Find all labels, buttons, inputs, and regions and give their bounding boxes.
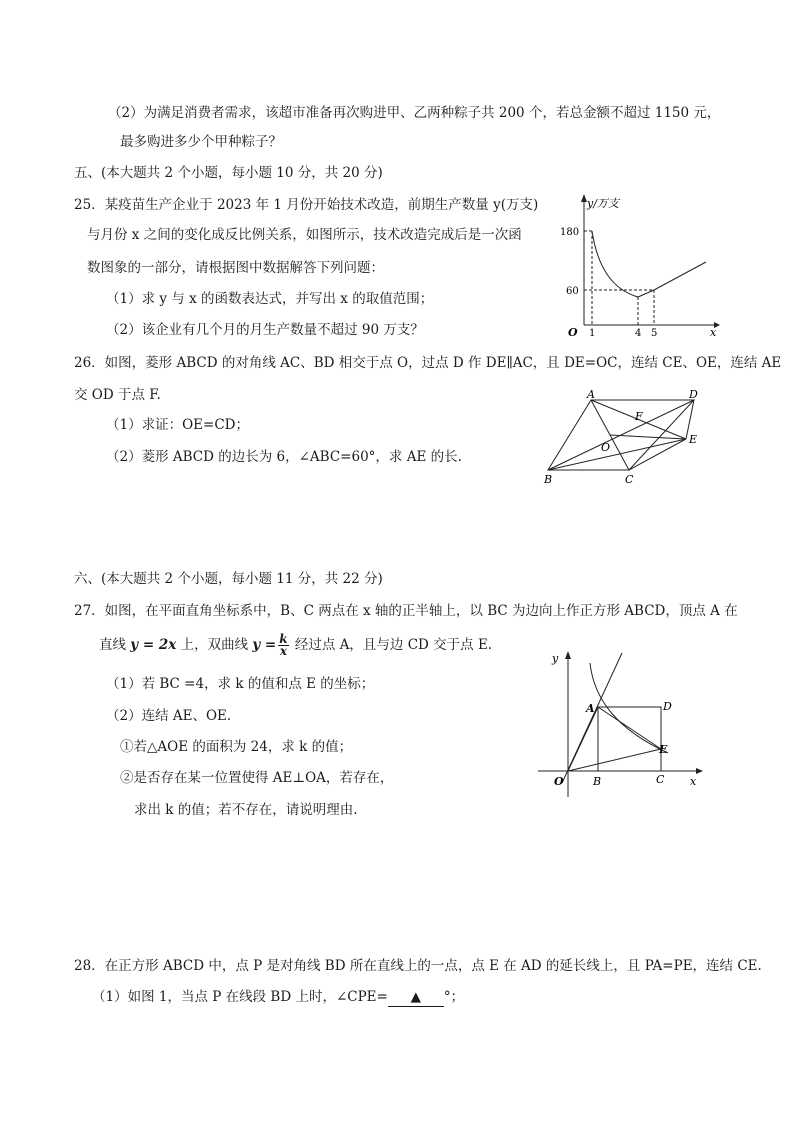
q28-sub1-post: °； — [443, 989, 465, 1005]
q27-sub2b-line2: 求出 k 的值；若不存在，请说明理由. — [134, 802, 358, 818]
q27-line2-post: 经过点 A，且与边 CD 交于点 E. — [294, 637, 493, 653]
fraction-numerator: k — [279, 632, 288, 646]
linear-segment-1 — [638, 290, 654, 297]
label-d: D — [663, 700, 672, 713]
label-c: C — [625, 473, 634, 486]
q24-part2-line2: 最多购进多少个甲种粽子？ — [120, 134, 282, 150]
q26-line1: 26．如图，菱形 ABCD 的对角线 AC、BD 相交于点 O，过点 D 作 DE∥AC，且 DE=OC，连结 CE、OE，连结 AE — [74, 355, 782, 371]
segment-ce — [629, 439, 686, 470]
q26-sub2: （2）菱形 ABCD 的边长为 6，∠ABC=60°，求 AE 的长. — [106, 449, 462, 465]
q26-line2: 交 OD 于点 F. — [74, 387, 161, 403]
q27-line2 — [99, 633, 492, 657]
segment-oe — [610, 435, 686, 439]
label-f: F — [635, 410, 643, 423]
label-c: C — [656, 773, 665, 786]
linear-segment-2 — [654, 262, 706, 290]
x-tick-4: 4 — [635, 328, 642, 339]
q27-sub2a: ①若△AOE 的面积为 24，求 k 的值； — [120, 739, 353, 755]
segment-be — [548, 439, 686, 470]
q25-line1: 25．某疫苗生产企业于 2023 年 1 月份开始技术改造，前期生产数量 y(万支) — [74, 197, 539, 213]
y-tick-180: 180 — [560, 227, 580, 238]
label-o: O — [554, 775, 564, 788]
label-e: E — [659, 743, 668, 756]
q28-sub1-pre: （1）如图 1，当点 P 在线段 BD 上时，∠CPE= — [92, 989, 388, 1005]
segment-oe — [568, 749, 661, 771]
y-axis-label: y/万支 — [587, 197, 619, 210]
label-b: B — [593, 775, 602, 788]
origin-label: O — [568, 326, 578, 339]
line-equation: y = 2x — [130, 637, 177, 653]
label-a: A — [587, 388, 595, 401]
q27-sub2b-line1: ②是否存在某一位置使得 AE⊥OA，若存在， — [120, 770, 394, 786]
q28-line1: 28．在正方形 ABCD 中，点 P 是对角线 BD 所在直线上的一点，点 E 在 AD 的延长线上，且 PA=PE，连结 CE. — [74, 958, 762, 974]
label-a: A — [586, 702, 595, 715]
q25-line3: 数图象的一部分，请根据图中数据解答下列问题： — [87, 260, 384, 276]
q27-figure — [538, 645, 708, 800]
hyperbola-lhs: y = — [252, 637, 277, 653]
q27-line2-mid: 上，双曲线 — [180, 637, 249, 653]
q27-line1: 27．如图，在平面直角坐标系中，B、C 两点在 x 轴的正半轴上，以 BC 为边向上作正方形 ABCD，顶点 A 在 — [74, 603, 738, 619]
label-b: B — [544, 473, 553, 486]
q26-sub1: （1）求证：OE=CD； — [106, 417, 249, 433]
y-tick-60: 60 — [566, 286, 579, 297]
q25-line2: 与月份 x 之间的变化成反比例关系，如图所示，技术改造完成后是一次函 — [87, 227, 522, 243]
label-y: y — [552, 652, 559, 665]
hyperbola-fraction — [278, 634, 288, 657]
q25-sub2: （2）该企业有几个月的月生产数量不超过 90 万支？ — [106, 322, 424, 338]
segment-ae — [598, 707, 661, 749]
q24-part2-line1: （2）为满足消费者需求，该超市准备再次购进甲、乙两种粽子共 200 个，若总金额不超过 1150 元， — [108, 105, 721, 121]
q25-sub1: （1）求 y 与 x 的函数表达式，并写出 x 的取值范围； — [106, 291, 434, 307]
fraction-denominator: x — [279, 644, 287, 658]
y-axis-arrow — [565, 651, 571, 659]
inverse-curve — [592, 231, 638, 297]
section-6-header: 六、(本大题共 2 个小题，每小题 11 分，共 22 分) — [74, 571, 383, 587]
q28-sub1 — [92, 988, 464, 1007]
q27-sub2: （2）连结 AE、OE. — [106, 708, 232, 724]
q26-figure — [538, 388, 708, 488]
label-e: E — [689, 433, 698, 446]
segment-oa — [568, 707, 598, 771]
triangle-mark: ▲ — [410, 989, 422, 1005]
x-axis-arrow — [696, 768, 703, 774]
label-d: D — [689, 388, 698, 401]
q27-line2-pre: 直线 — [99, 637, 126, 653]
section-5-header: 五、(本大题共 2 个小题，每小题 10 分，共 20 分) — [74, 165, 383, 181]
x-tick-5: 5 — [651, 328, 658, 339]
label-o: O — [601, 441, 611, 454]
x-axis-label: x — [710, 326, 717, 339]
x-tick-1: 1 — [589, 328, 596, 339]
q27-sub1: （1）若 BC =4，求 k 的值和点 E 的坐标； — [106, 676, 375, 692]
q25-graph — [554, 190, 724, 340]
hyperbola — [590, 663, 668, 753]
answer-blank — [388, 988, 444, 1007]
label-x: x — [690, 775, 697, 788]
